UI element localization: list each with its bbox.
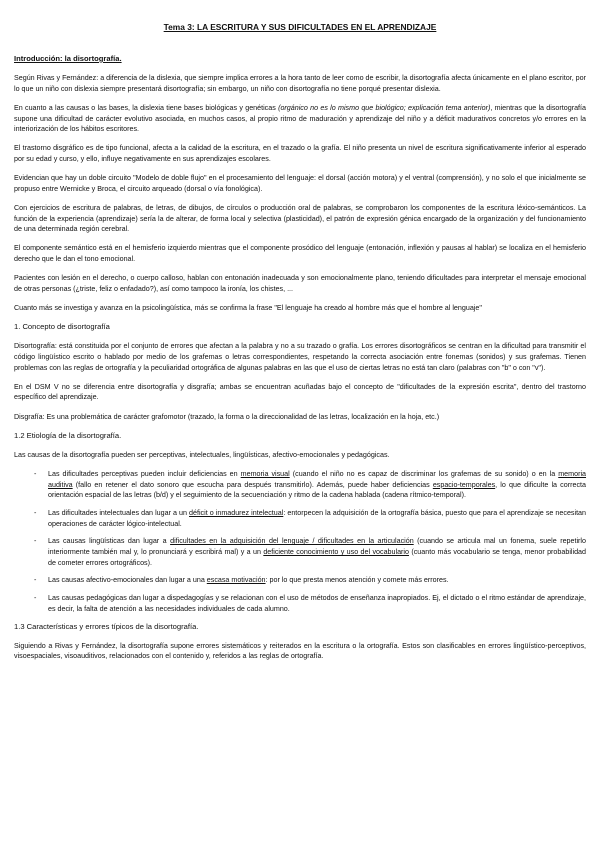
paragraph: El trastorno disgráfico es de tipo funcional, afecta a la calidad de la escritura, en el trazado o la grafía. El niño presenta un nivel de escritura significativamente inferior al esperado por su edad y curso, y ello, influye negativamente en sus aprendizajes escolares.: [14, 144, 586, 164]
intro-heading: Introducción: la disortografía.: [14, 54, 122, 63]
paragraph: Las causas de la disortografía pueden ser perceptivas, intelectuales, lingüísticas, afectivo-emocionales y pedagógicas.: [14, 450, 390, 459]
paragraph: Disortografía: está constituida por el conjunto de errores que afectan a la palabra y no a su trazado o grafía. Los errores disortográficos se centran en la dificultad para transmitir el código lingüístico escrito o hablado por medio de los grafemas o letras correspondientes, respetando la correcta asociación entre fonemas (sonidos) y sus grafemas. Tienen problemas con las reglas de ortografía y la peculiaridad ortográfica de algunas palabras en las que el uso de ciertas letras no está tan claro (palabras con "b" o con "v").: [14, 342, 586, 372]
paragraph: El componente semántico está en el hemisferio izquierdo mientras que el componente prosódico del lenguaje (entonación, inflexión y pausas al hablar) se localiza en el hemisferio derecho que le dan el tono emocional.: [14, 244, 586, 264]
list-item: [48, 536, 586, 568]
paragraph: [14, 103, 586, 135]
page-title: [0, 22, 600, 32]
section-heading: 1. Concepto de disortografía: [14, 322, 110, 332]
section-heading: 1.3 Características y errores típicos de la disortografía.: [14, 621, 199, 631]
paragraph: Con ejercicios de escritura de palabras, de letras, de dibujos, de círculos o producción oral de palabras, se comprobaron los componentes de la escritura léxico-semánticos. La función de la experiencia (aprendizaje) sería la de alterar, de forma local y selectiva (plasticidad), el patrón de expresión génica encargado de la organización y del funcionamiento de una determinada región cerebral.: [14, 203, 586, 234]
causes-list: [14, 469, 586, 615]
underlined-term: memoria visual: [240, 469, 290, 478]
underlined-term: espacio-temporales: [432, 480, 496, 489]
underlined-term: deficiente conocimiento y uso del vocabulario: [263, 548, 409, 557]
section-heading: 1.2 Etiología de la disortografía.: [14, 430, 122, 440]
paragraph: Evidencian que hay un doble circuito "Modelo de doble flujo" en el procesamiento del lenguaje: el dorsal (acción motora) y el ventral (comprensión), y no solo el que inicialmente se propuso entre Wernicke y Broca, el circuito arqueado (dorsal o vía fonológica).: [14, 174, 586, 193]
page-title-text: Tema 3: LA ESCRITURA Y SUS DIFICULTADES EN EL APRENDIZAJE: [163, 22, 437, 32]
text-run: Las causas afectivo-emocionales dan lugar a una: [48, 576, 207, 585]
text-run: : entorpecen la adquisición de la ortografía básica, puesto que para el aprendizaje se necesitan operaciones de carácter lógico-intelectual.: [48, 508, 586, 528]
paragraph: Disgrafía: Es una problemática de carácter grafomotor (trazado, la forma o la direccionalidad de las letras, localización en la hoja, etc.): [14, 412, 440, 421]
underlined-term: déficit o inmadurez intelectual: [189, 508, 284, 517]
list-item: [48, 575, 586, 586]
list-item: - Las causas pedagógicas dan lugar a dispedagogías y se relacionan con el uso de métodos de enseñanza inapropiados. Ej, el dictado o el ritmo estándar de aprendizaje, es decir, la falta de atención a las necesidades individuales de cada alumno.: [48, 593, 586, 614]
text-run: En cuanto a las causas o las bases, la dislexia tiene bases biológicas y genéticas: [14, 103, 279, 112]
text-run: , mientras que la disortografía supone una dificultad de carácter evolutivo asociada, en muchos casos, al propio ritmo de maduración y aprendizaje del niño y a déficit madurativos concretos y/o errores en la interiorización de los hábitos escritores.: [14, 103, 586, 134]
text-run: (cuando el niño no es capaz de discriminar los grafemas de su sonido) o en la: [289, 469, 559, 478]
text-run: : por lo que presta menos atención y comete más errores.: [265, 576, 449, 585]
text-run: (fallo en retener el dato sonoro que escucha para después transmitirlo). Además, puede haber deficiencias: [72, 480, 433, 489]
italic-note: (orgánico no es lo mismo que biológico; explicación tema anterior): [278, 103, 491, 112]
text-run: , lo que dificulte la correcta orientación espacial de las letras (b/d) y el seguimiento de la secuenciación y ritmo de la cadena hablada (cadena rítmico-temporal).: [48, 480, 586, 500]
document-body: [14, 54, 586, 670]
underlined-term: memoria auditiva: [48, 469, 587, 489]
paragraph: Cuanto más se investiga y avanza en la psicolingüística, más se confirma la frase "El lenguaje ha creado al hombre más que el hombre al lenguaje": [14, 304, 482, 313]
paragraph: Según Rivas y Fernández: a diferencia de la dislexia, que siempre implica errores a la hora tanto de leer como de escribir, la disortografía afecta únicamente en el plano escritor, por lo que un niño con dislexia siempre presentará disortografía; sin embargo, un niño con disortografía no tiene porqué presentar dislexia.: [14, 74, 586, 93]
list-item: [48, 508, 586, 529]
paragraph: En el DSM V no se diferencia entre disortografía y disgrafía; ambas se encuentran acuñadas bajo el concepto de "dificultades de la expresión escrita", dentro del trastorno específico del aprendizaje.: [14, 382, 586, 402]
text-run: (cuanto más vocabulario se tenga, menor probabilidad de cometer errores ortográficos).: [48, 548, 586, 567]
paragraph: Siguiendo a Rivas y Fernández, la disortografía supone errores sistemáticos y reiterados en la escritura o la ortografía. Estos son clasificables en errores lingüístico-perceptivos, visoespaciales, visoauditivos, relacionados con el contenido y, referidos a las reglas de ortografía.: [14, 641, 586, 661]
list-item: [48, 469, 586, 501]
underlined-term: dificultades en la adquisición del lenguaje / dificultades en la articulación: [170, 537, 414, 546]
text-run: Las causas lingüísticas dan lugar a: [48, 537, 171, 546]
text-run: Las dificultades perceptivas pueden incluir deficiencias en: [48, 469, 241, 478]
paragraph: Pacientes con lesión en el derecho, o cuerpo calloso, hablan con entonación inadecuada y son emocionalmente plano, teniendo dificultades para interpretar el mensaje emocional de otras personas (¿triste, feliz o enfadado?), así como tampoco la ironía, los chistes, ...: [14, 274, 586, 293]
underlined-term: escasa motivación: [206, 576, 266, 585]
text-run: Las dificultades intelectuales dan lugar a un: [48, 508, 190, 517]
text-run: (cuando se articula mal un fonema, suele repetirlo interiormente también mal y, lo pronunciará y escribirá mal) y a un: [48, 537, 586, 557]
